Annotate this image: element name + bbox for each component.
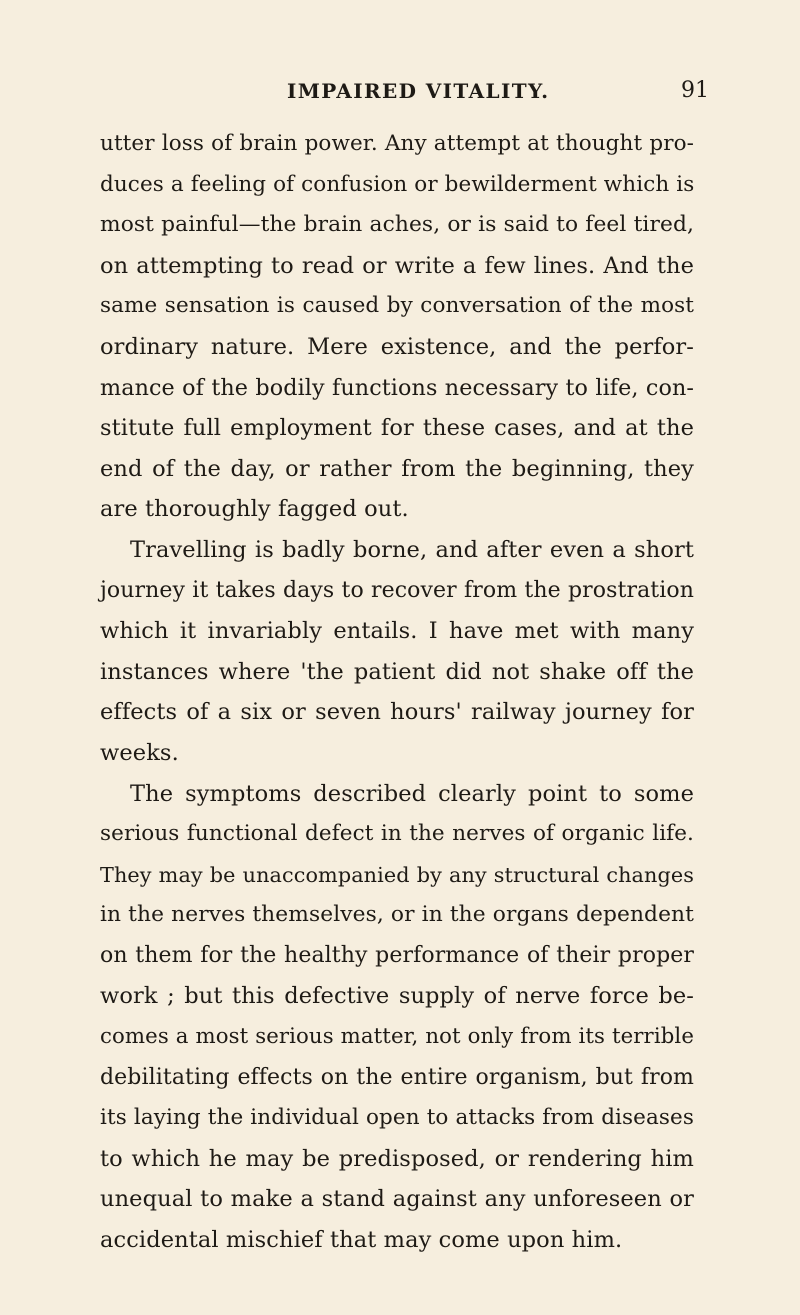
text-line: most painful—the brain aches, or is said to feel tired,	[100, 212, 694, 238]
running-head	[0, 76, 800, 106]
text-line: ordinary nature. Mere existence, and the perfor-	[100, 333, 694, 360]
text-line: same sensation is caused by conversation of the most	[100, 293, 694, 319]
text-line: weeks.	[100, 739, 179, 766]
text-line: on attempting to read or write a few lines. And the	[100, 252, 694, 279]
text-line: effects of a six or seven hours' railway journey for	[100, 699, 694, 726]
text-line: comes a most serious matter, not only from its terrible	[100, 1024, 694, 1050]
text-line: work ; but this defective supply of nerve force be-	[100, 983, 694, 1010]
text-line: stitute full employment for these cases, and at the	[100, 415, 694, 442]
text-line: accidental mischief that may come upon him.	[100, 1227, 623, 1254]
text-line: duces a feeling of confusion or bewilderment which is	[100, 171, 695, 197]
text-line: Travelling is badly borne, and after even a short	[130, 536, 694, 563]
text-line: in the nerves themselves, or in the organs dependent	[100, 902, 694, 928]
text-line: end of the day, or rather from the beginning, they	[100, 455, 694, 482]
text-line: are thoroughly fagged out.	[100, 496, 409, 523]
text-line: which it invariably entails. I have met with many	[100, 618, 694, 645]
text-line: mance of the bodily functions necessary to life, con-	[100, 374, 694, 401]
text-line: instances where 'the patient did not shake off the	[100, 658, 694, 685]
text-line: serious functional defect in the nerves of organic life.	[100, 821, 694, 847]
text-line: unequal to make a stand against any unforeseen or	[100, 1186, 694, 1213]
text-line: utter loss of brain power. Any attempt at thought pro-	[100, 131, 694, 156]
text-line: its laying the individual open to attacks from diseases	[100, 1105, 694, 1131]
text-line: on them for the healthy performance of their proper	[100, 942, 694, 968]
text-line: to which he may be predisposed, or rendering him	[100, 1145, 694, 1172]
page-number: 91	[681, 78, 709, 103]
running-title: IMPAIRED VITALITY.	[287, 79, 550, 103]
text-line: debilitating effects on the entire organism, but from	[100, 1064, 694, 1090]
text-line: They may be unaccompanied by any structural changes	[100, 862, 694, 887]
text-line: The symptoms described clearly point to some	[130, 780, 694, 807]
body-text	[100, 124, 694, 1261]
text-line: journey it takes days to recover from the prostration	[100, 577, 694, 603]
